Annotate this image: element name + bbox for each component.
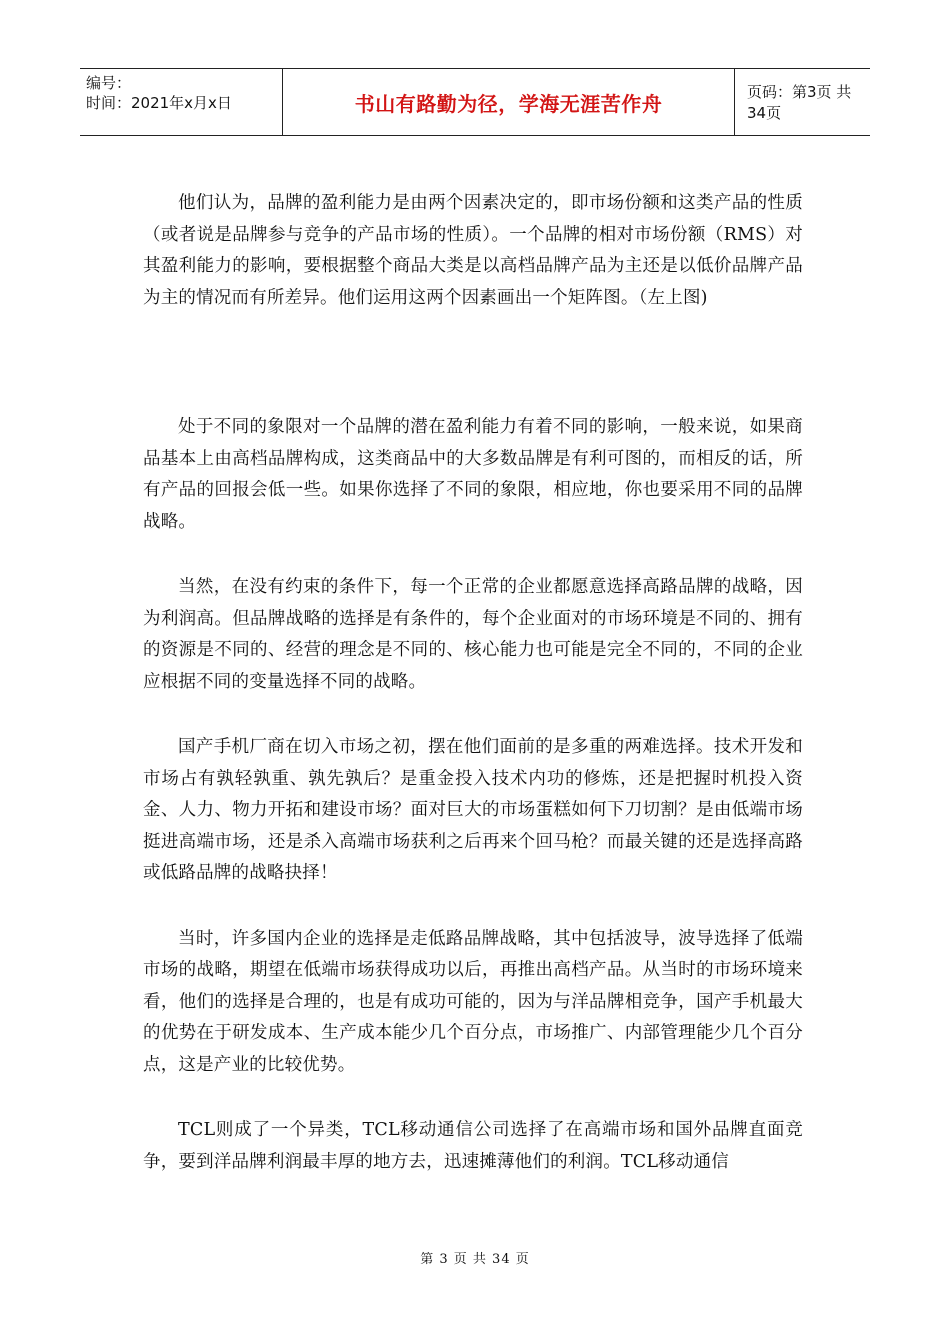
paragraph: 处于不同的象限对一个品牌的潜在盈利能力有着不同的影响，一般来说，如果商品基本上由高档品牌构成，这类商品中的大多数品牌是有利可图的，而相反的话，所有产品的回报会低一些。如果你选择了不同的象限，相应地，你也要采用不同的品牌战略。: [143, 417, 803, 532]
document-body: [143, 188, 803, 1178]
paragraph-gap: [143, 698, 803, 732]
time-label: 时间：2021年x月x日: [86, 94, 232, 112]
paragraph: 他们认为，品牌的盈利能力是由两个因素决定的，即市场份额和这类产品的性质（或者说是品牌参与竞争的产品市场的性质）。一个品牌的相对市场份额（RMS）对其盈利能力的影响，要根据整个商品大类是以高档品牌产品为主还是以低价品牌产品为主的情况而有所差异。他们运用这两个因素画出一个矩阵图。（左上图): [143, 193, 803, 308]
paragraph: TCL则成了一个异类，TCL移动通信公司选择了在高端市场和国外品牌直面竞争，要到洋品牌利润最丰厚的地方去，迅速摊薄他们的利润。TCL移动通信: [143, 1120, 803, 1172]
paragraph: 当然，在没有约束的条件下，每一个正常的企业都愿意选择高路品牌的战略，因为利润高。但品牌战略的选择是有条件的，每个企业面对的市场环境是不同的、拥有的资源是不同的、经营的理念是不同的、核心能力也可能是完全不同的，不同的企业应根据不同的变量选择不同的战略。: [143, 577, 803, 692]
paragraph: 国产手机厂商在切入市场之初，摆在他们面前的是多重的两难选择。技术开发和市场占有孰轻孰重、孰先孰后？是重金投入技术内功的修炼，还是把握时机投入资金、人力、物力开拓和建设市场？面对巨大的市场蛋糕如何下刀切割？是由低端市场挺进高端市场，还是杀入高端市场获利之后再来个回马枪？而最关键的还是选择高路或低路品牌的战略抉择！: [143, 737, 803, 883]
paragraph-gap: [143, 1081, 803, 1115]
paragraph-gap: [143, 890, 803, 924]
motto-text: 书山有路勤为径，学海无涯苦作舟: [354, 91, 663, 116]
page-code-text: 页码：第3页 共34页: [747, 83, 852, 122]
header-meta: [80, 69, 282, 135]
page-footer: [0, 1248, 950, 1267]
paragraph-gap: [143, 538, 803, 572]
header-motto-cell: [282, 69, 735, 135]
paragraph: 当时，许多国内企业的选择是走低路品牌战略，其中包括波导，波导选择了低端市场的战略，期望在低端市场获得成功以后，再推出高档产品。从当时的市场环境来看，他们的选择是合理的，也是有成功可能的，因为与洋品牌相竞争，国产手机最大的优势在于研发成本、生产成本能少几个百分点，市场推广、内部管理能少几个百分点，这是产业的比较优势。: [143, 928, 803, 1075]
figure-gap: [143, 314, 803, 412]
footer-page-number: 第 3 页 共 34 页: [420, 1252, 530, 1267]
header-page-code: [735, 69, 870, 135]
document-header: [80, 68, 870, 136]
serial-label: 编号：: [86, 74, 132, 92]
